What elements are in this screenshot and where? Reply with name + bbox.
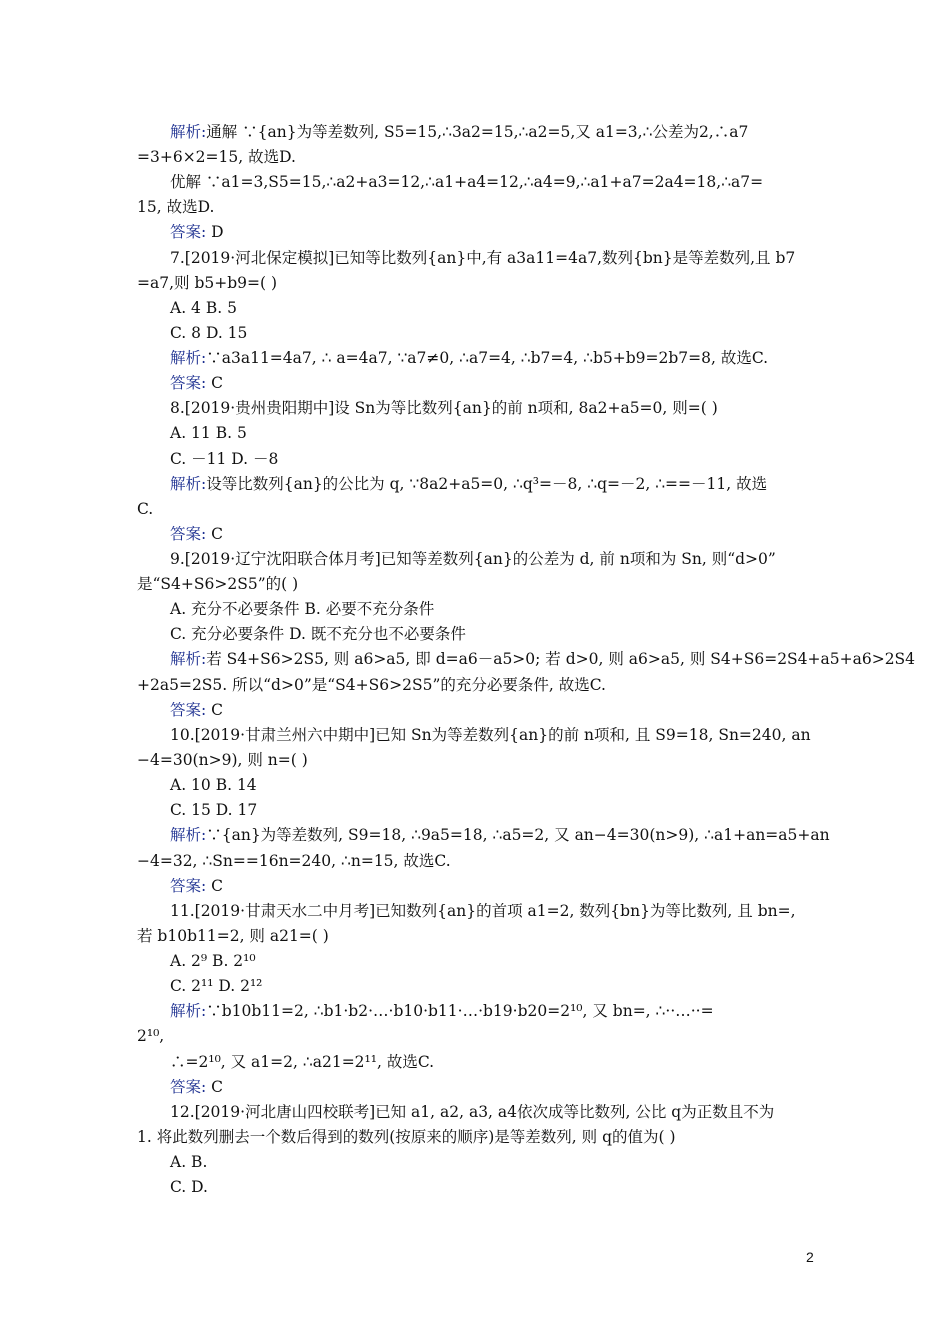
text-line: 解析:若 S4+S6>2S5, 则 a6>a5, 即 d=a6－a5>0; 若 d>0, 则 a6>a5, 则 S4+S6=2S4+a5+a6>2S4: [170, 650, 916, 668]
text-line: 优解 ∵a1=3,S5=15,∴a2+a3=12,∴a1+a4=12,∴a4=9,∴a1+a7=2a4=18,∴a7=: [170, 173, 764, 191]
text-line: 答案: D: [170, 223, 224, 241]
option-line: A. B.: [170, 1153, 208, 1171]
text-line: 解析:∵{an}为等差数列, S9=18, ∴9a5=18, ∴a5=2, 又 an−4=30(n>9), ∴a1+an=a5+an: [170, 826, 830, 844]
question-11: 11.[2019·甘肃天水二中月考]已知数列{an}的首项 a1=2, 数列{bn}为等比数列, 且 bn=,: [170, 902, 796, 920]
answer-label: 答案:: [170, 1078, 207, 1096]
text-line: 解析:∵b10b11=2, ∴b1·b2·…·b10·b11·…·b19·b20=2¹⁰, 又 bn=, ∴··…··=: [170, 1002, 714, 1020]
answer-label: 答案:: [170, 223, 207, 241]
analysis-label: 解析:: [170, 1002, 207, 1020]
text-line: 答案: C: [170, 701, 224, 719]
analysis-label: 解析:: [170, 826, 207, 844]
option-line: A. 10 B. 14: [170, 776, 257, 794]
text-line: 2¹⁰,: [137, 1027, 165, 1045]
analysis-label: 解析:: [170, 349, 207, 367]
text-line: 答案: C: [170, 877, 224, 895]
question-9: 9.[2019·辽宁沈阳联合体月考]已知等差数列{an}的公差为 d, 前 n项和为 Sn, 则“d>0”: [170, 550, 776, 568]
question-7: 7.[2019·河北保定模拟]已知等比数列{an}中,有 a3a11=4a7,数列{bn}是等差数列,且 b7: [170, 249, 796, 267]
option-line: A. 2⁹ B. 2¹⁰: [170, 952, 256, 970]
option-line: A. 11 B. 5: [170, 424, 247, 442]
text-line: =3+6×2=15, 故选D.: [137, 148, 296, 166]
option-line: C. 15 D. 17: [170, 801, 258, 819]
option-line: C. 8 D. 15: [170, 324, 248, 342]
option-line: A. 4 B. 5: [170, 299, 237, 317]
analysis-label: 解析:: [170, 650, 207, 668]
text-line: −4=30(n>9), 则 n=( ): [137, 751, 308, 769]
text-line: 答案: C: [170, 374, 224, 392]
analysis-label: 解析:: [170, 123, 207, 141]
question-12: 12.[2019·河北唐山四校联考]已知 a1, a2, a3, a4依次成等比数列, 公比 q为正数且不为: [170, 1103, 775, 1121]
text-line: 若 b10b11=2, 则 a21=( ): [137, 927, 329, 945]
text-line: 1. 将此数列删去一个数后得到的数列(按原来的顺序)是等差数列, 则 q的值为( ): [137, 1128, 676, 1146]
text-line: 答案: C: [170, 525, 224, 543]
option-line: C. －11 D. －8: [170, 450, 279, 468]
text-line: 解析:通解 ∵{an}为等差数列, S5=15,∴3a2=15,∴a2=5,又 a1=3,∴公差为2,∴a7: [170, 123, 749, 141]
text-line: 是“S4+S6>2S5”的( ): [137, 575, 299, 593]
option-line: C. 充分必要条件 D. 既不充分也不必要条件: [170, 625, 466, 643]
analysis-label: 解析:: [170, 475, 207, 493]
question-10: 10.[2019·甘肃兰州六中期中]已知 Sn为等差数列{an}的前 n项和, 且 S9=18, Sn=240, an: [170, 726, 811, 744]
option-line: C. 2¹¹ D. 2¹²: [170, 977, 263, 995]
text-line: 解析:设等比数列{an}的公比为 q, ∵8a2+a5=0, ∴q³=－8, ∴q=－2, ∴==－11, 故选: [170, 475, 768, 493]
text-line: =a7,则 b5+b9=( ): [137, 274, 278, 292]
answer-label: 答案:: [170, 701, 207, 719]
question-8: 8.[2019·贵州贵阳期中]设 Sn为等比数列{an}的前 n项和, 8a2+a5=0, 则=( ): [170, 399, 718, 417]
text-line: ∴=2¹⁰, 又 a1=2, ∴a21=2¹¹, 故选C.: [170, 1053, 435, 1071]
text-line: +2a5=2S5. 所以“d>0”是“S4+S6>2S5”的充分必要条件, 故选C.: [137, 676, 606, 694]
text-line: −4=32, ∴Sn==16n=240, ∴n=15, 故选C.: [137, 852, 451, 870]
text-line: 15, 故选D.: [137, 198, 215, 216]
text-line: 答案: C: [170, 1078, 224, 1096]
answer-label: 答案:: [170, 877, 207, 895]
option-line: C. D.: [170, 1178, 208, 1196]
text-line: 解析:∵a3a11=4a7, ∴ a=4a7, ∵a7≠0, ∴a7=4, ∴b7=4, ∴b5+b9=2b7=8, 故选C.: [170, 349, 769, 367]
answer-label: 答案:: [170, 525, 207, 543]
option-line: A. 充分不必要条件 B. 必要不充分条件: [170, 600, 435, 618]
text-line: C.: [137, 500, 154, 518]
page-number: 2: [806, 1249, 814, 1265]
answer-label: 答案:: [170, 374, 207, 392]
